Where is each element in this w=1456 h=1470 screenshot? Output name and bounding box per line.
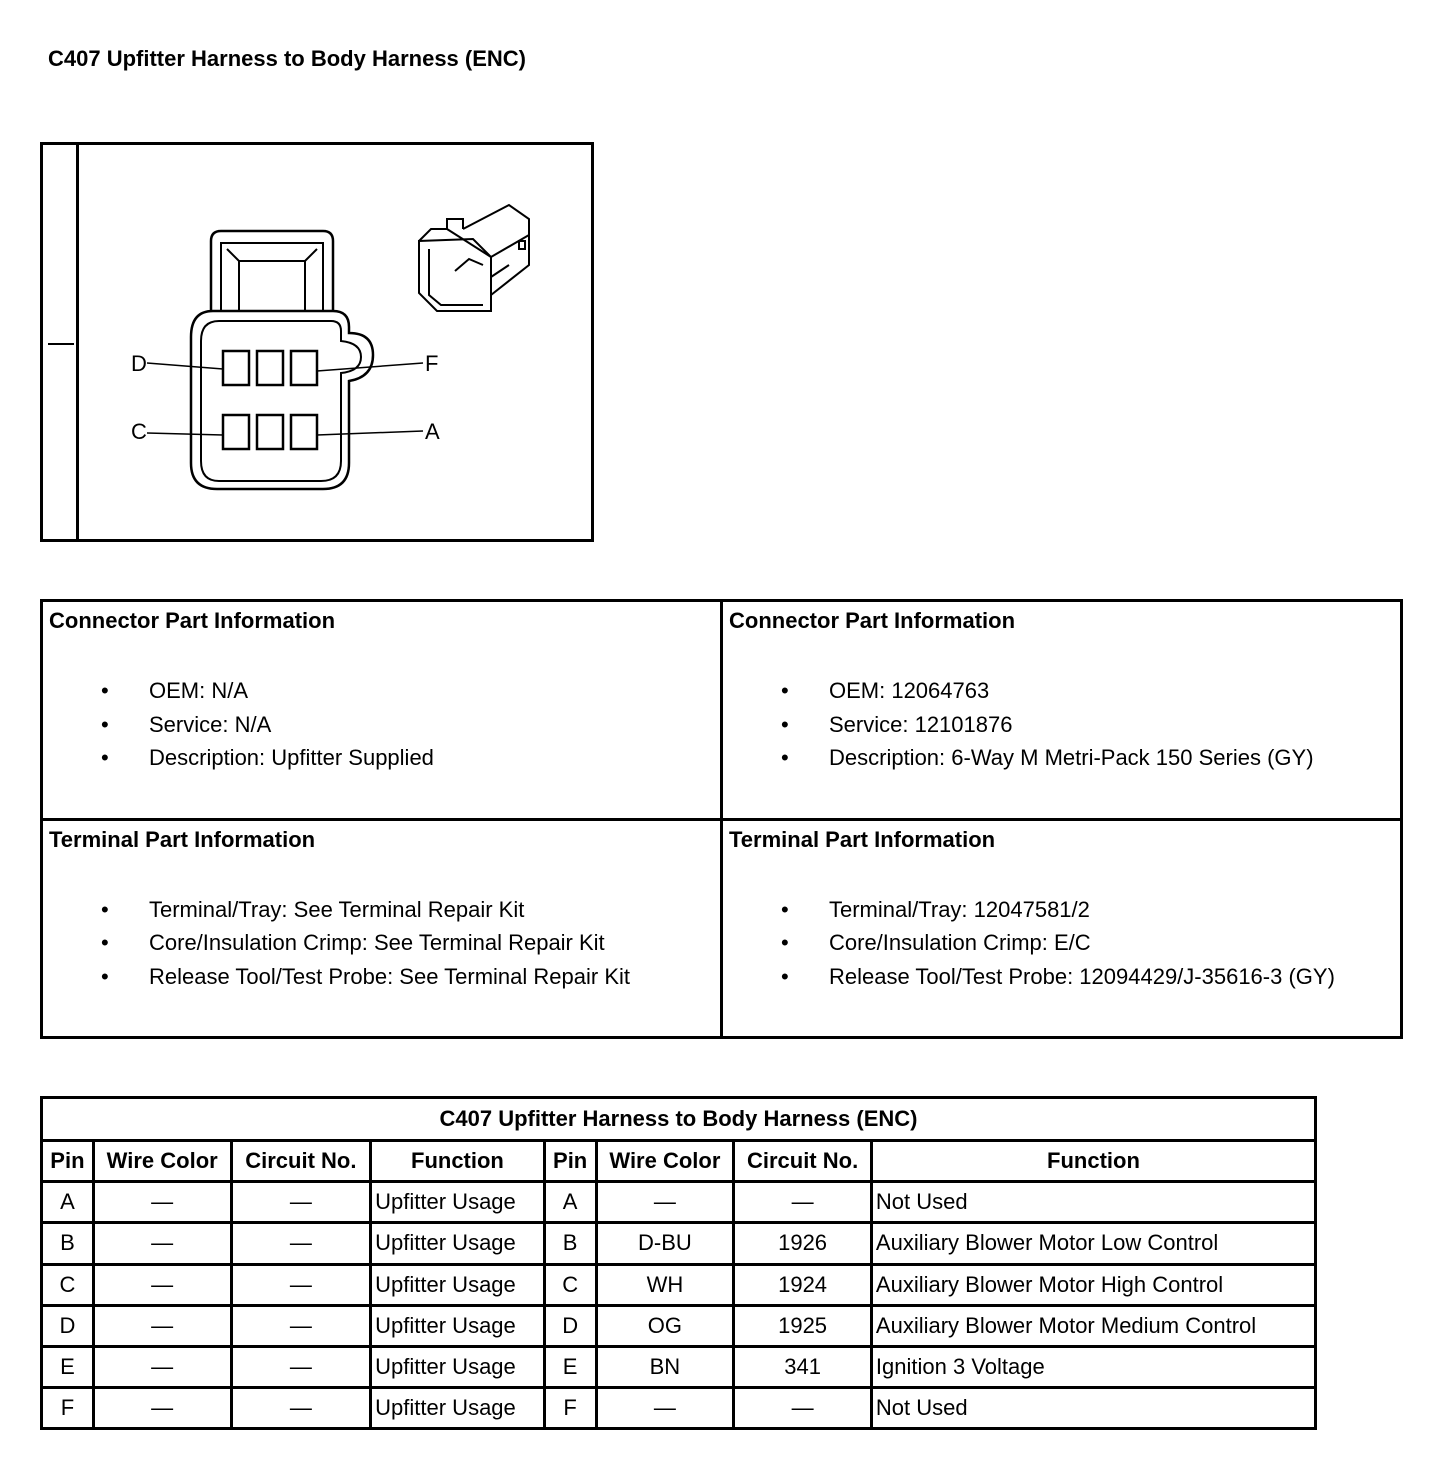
- table-cell: Upfitter Usage: [371, 1387, 545, 1428]
- table-cell: —: [734, 1182, 872, 1223]
- table-row: [42, 1305, 1316, 1346]
- connector-3d-icon: [419, 205, 529, 311]
- cavity-d: [223, 351, 249, 385]
- table-cell: Upfitter Usage: [371, 1182, 545, 1223]
- table-cell: A: [42, 1182, 94, 1223]
- table-cell: —: [93, 1182, 231, 1223]
- table-cell: Upfitter Usage: [371, 1346, 545, 1387]
- list-item: • Description: 6-Way M Metri-Pack 150 Series (GY): [729, 741, 1394, 775]
- table-row: [42, 1182, 1316, 1223]
- table-cell: —: [231, 1182, 371, 1223]
- label-c: C: [131, 419, 147, 444]
- label-f: F: [425, 351, 439, 376]
- table-cell: —: [231, 1223, 371, 1264]
- table-cell: Upfitter Usage: [371, 1305, 545, 1346]
- table-row: [42, 1346, 1316, 1387]
- column-header: Circuit No.: [231, 1141, 371, 1182]
- list-item: • OEM: 12064763: [729, 674, 1394, 708]
- table-cell: Auxiliary Blower Motor High Control: [871, 1264, 1315, 1305]
- table-cell: —: [93, 1264, 231, 1305]
- label-d: D: [131, 351, 147, 376]
- column-header: Pin: [544, 1141, 596, 1182]
- column-header: Function: [371, 1141, 545, 1182]
- table-cell: —: [596, 1182, 734, 1223]
- part-information-table: [40, 599, 1403, 1039]
- table-cell: 1924: [734, 1264, 872, 1305]
- table-cell: B: [544, 1223, 596, 1264]
- table-cell: Upfitter Usage: [371, 1223, 545, 1264]
- table-cell: OG: [596, 1305, 734, 1346]
- list-item: • Service: N/A: [49, 708, 714, 742]
- table-cell: WH: [596, 1264, 734, 1305]
- table-cell: —: [93, 1387, 231, 1428]
- list-item: • Core/Insulation Crimp: See Terminal Repair Kit: [49, 926, 714, 960]
- table-cell: D: [544, 1305, 596, 1346]
- table-cell: Not Used: [871, 1387, 1315, 1428]
- table-cell: D: [42, 1305, 94, 1346]
- pinout-table-title: C407 Upfitter Harness to Body Harness (ENC): [42, 1098, 1316, 1141]
- terminal-info-left: [42, 819, 722, 1038]
- table-cell: Auxiliary Blower Motor Medium Control: [871, 1305, 1315, 1346]
- column-header: Wire Color: [596, 1141, 734, 1182]
- cavity-e: [257, 351, 283, 385]
- column-header: Wire Color: [93, 1141, 231, 1182]
- table-cell: 1926: [734, 1223, 872, 1264]
- table-cell: BN: [596, 1346, 734, 1387]
- list-item: • Release Tool/Test Probe: 12094429/J-35616-3 (GY): [729, 960, 1394, 994]
- table-cell: 1925: [734, 1305, 872, 1346]
- list-item: • Terminal/Tray: 12047581/2: [729, 893, 1394, 927]
- pinout-header-row: [42, 1141, 1316, 1182]
- pinout-table: [40, 1096, 1317, 1430]
- table-cell: E: [544, 1346, 596, 1387]
- list-item: • Terminal/Tray: See Terminal Repair Kit: [49, 893, 714, 927]
- cavity-f: [291, 351, 317, 385]
- page-title: C407 Upfitter Harness to Body Harness (ENC): [48, 46, 527, 71]
- label-a: A: [425, 419, 440, 444]
- connector-info-left: [42, 601, 722, 820]
- column-header: Circuit No.: [734, 1141, 872, 1182]
- cavity-a: [291, 415, 317, 449]
- table-row: [42, 1223, 1316, 1264]
- column-header: Function: [871, 1141, 1315, 1182]
- table-cell: 341: [734, 1346, 872, 1387]
- terminal-info-right: [722, 819, 1402, 1038]
- connector-diagram: [40, 142, 594, 542]
- table-cell: Auxiliary Blower Motor Low Control: [871, 1223, 1315, 1264]
- table-cell: —: [231, 1264, 371, 1305]
- connector-info-right: [722, 601, 1402, 820]
- section-heading: Terminal Part Information: [49, 826, 316, 852]
- cavity-b: [257, 415, 283, 449]
- list-item: • Service: 12101876: [729, 708, 1394, 742]
- table-cell: —: [93, 1346, 231, 1387]
- table-cell: Upfitter Usage: [371, 1264, 545, 1305]
- table-cell: —: [596, 1387, 734, 1428]
- table-cell: A: [544, 1182, 596, 1223]
- table-cell: E: [42, 1346, 94, 1387]
- list-item: • Core/Insulation Crimp: E/C: [729, 926, 1394, 960]
- table-cell: C: [42, 1264, 94, 1305]
- table-cell: F: [544, 1387, 596, 1428]
- table-cell: —: [231, 1305, 371, 1346]
- table-cell: Ignition 3 Voltage: [871, 1346, 1315, 1387]
- list-item: • OEM: N/A: [49, 674, 714, 708]
- table-cell: B: [42, 1223, 94, 1264]
- list-item: • Release Tool/Test Probe: See Terminal Repair Kit: [49, 960, 714, 994]
- connector-face-drawing: [43, 145, 591, 539]
- table-cell: —: [231, 1387, 371, 1428]
- list-item: • Description: Upfitter Supplied: [49, 741, 714, 775]
- cavity-c: [223, 415, 249, 449]
- table-row: [42, 1264, 1316, 1305]
- column-header: Pin: [42, 1141, 94, 1182]
- section-heading: Connector Part Information: [49, 608, 336, 633]
- table-cell: —: [734, 1387, 872, 1428]
- table-cell: F: [42, 1387, 94, 1428]
- table-cell: —: [93, 1223, 231, 1264]
- section-heading: Terminal Part Information: [729, 826, 996, 852]
- table-cell: —: [231, 1346, 371, 1387]
- table-row: [42, 1387, 1316, 1428]
- table-cell: C: [544, 1264, 596, 1305]
- table-cell: —: [93, 1305, 231, 1346]
- table-cell: D-BU: [596, 1223, 734, 1264]
- table-cell: Not Used: [871, 1182, 1315, 1223]
- section-heading: Connector Part Information: [729, 608, 1016, 633]
- connector-body: [191, 311, 373, 489]
